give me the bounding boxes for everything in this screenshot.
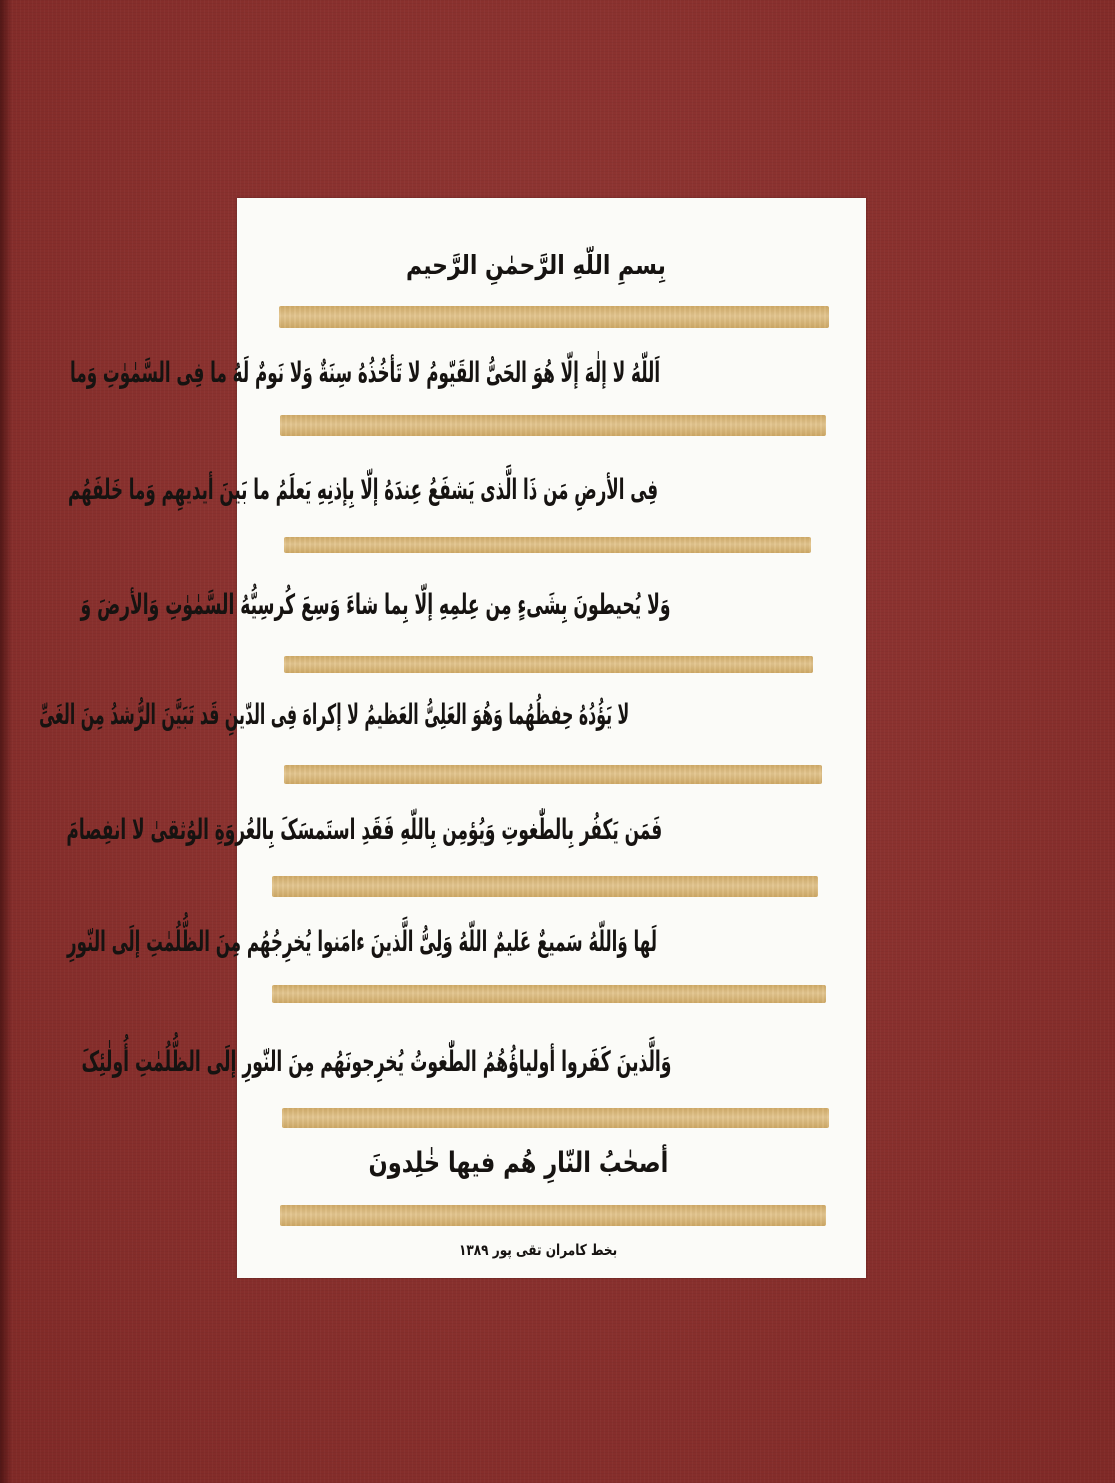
verse-line-4 [38,682,858,748]
gold-rule-1 [279,306,829,328]
verse-line-2 [67,455,858,525]
gold-rule-2 [280,415,826,436]
verse-line-5-text: فَمَن یَکفُر بِالطّٰغوتِ وَیُؤمِن بِاللّهِ فَقَدِ استَمسَکَ بِالعُروَةِ الوُثقیٰ لا انفِصامَ [66,813,663,846]
closing-line [368,1135,705,1191]
verse-line-6 [67,905,858,979]
calligrapher-signature-text: بخط کامران تقی پور ۱۳۸۹ [458,1241,617,1259]
basmala-title [406,240,690,292]
gold-rule-3 [284,537,811,553]
gold-rule-4 [284,656,813,673]
gold-rule-8 [282,1108,829,1128]
verse-line-6-text: لَها وَاللّهُ سَمیعٌ عَلیمٌ اللّهُ وَلِیُّ الَّذینَ ءامَنوا یُخرِجُهُم مِنَ الظُّلُمٰتِ إلَی النّورِ [67,925,658,958]
verse-line-2-text: فِی الأرضِ مَن ذَا الَّذی یَشفَعُ عِندَهُ إلّا بِإذنِهِ یَعلَمُ ما بَینَ أیدیهِم وَما خَلفَهُم [67,473,658,506]
closing-line-text: أصحٰبُ النّارِ هُم فیها خٰلِدونَ [368,1146,669,1179]
verse-line-5 [66,795,858,865]
basmala-text: بِسمِ اللّهِ الرَّحمٰنِ الرَّحیم [406,251,667,281]
verse-line-1-text: اَللّهُ لا إلٰهَ إلّا هُوَ الحَیُّ القَیّومُ لا تَأخُذُهُ سِنَةٌ وَلا نَومٌ لَهُ ما فِی السَّمٰوٰتِ وَما [69,356,660,389]
verse-line-3 [80,575,858,635]
gold-rule-6 [272,876,818,897]
verse-line-7-text: وَالَّذینَ کَفَروا أولیاؤُهُمُ الطّٰغوتُ یُخرِجونَهُم مِنَ النّورِ إلَی الظُّلُمٰتِ أُولٰئِکَ [81,1045,672,1078]
gold-rule-7 [272,985,826,1003]
verse-line-7 [81,1025,858,1099]
gold-rule-5 [284,765,822,784]
gold-rule-9 [280,1205,826,1226]
calligrapher-signature [458,1236,636,1264]
verse-line-4-text: لا یَؤُدُهُ حِفظُهُما وَهُوَ العَلِیُّ العَظیمُ لا إکراهَ فِی الدّینِ قَد تَبَیَّنَ الرُّشدُ مِنَ الغَیِّ [38,698,629,731]
verse-line-1 [69,343,858,403]
verse-line-3-text: وَلا یُحیطونَ بِشَیءٍ مِن عِلمِهِ إلّا بِما شاءَ وَسِعَ کُرسِیُّهُ السَّمٰوٰتِ وَالأرضَ وَ [80,588,671,621]
